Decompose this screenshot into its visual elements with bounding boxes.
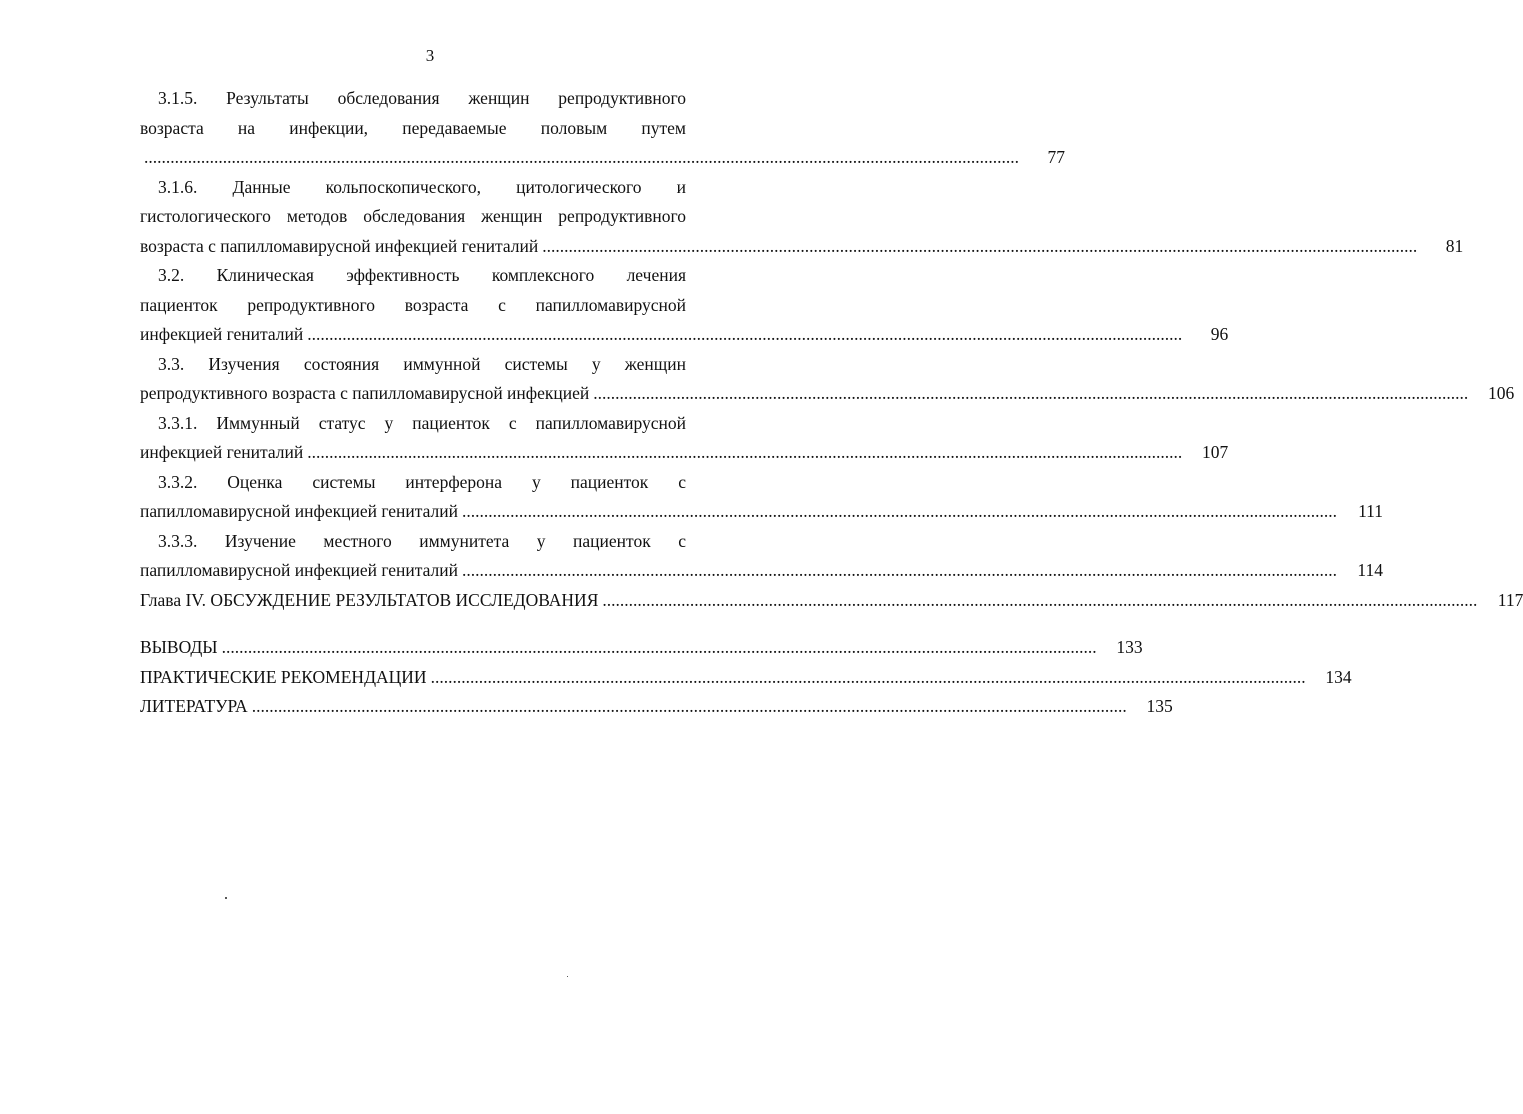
dot-leader: ........................................................................................................................................................................................................: [462, 560, 1338, 580]
dot-leader: ........................................................................................................................................................................................................: [430, 666, 1306, 687]
toc-entry-leader-line: [140, 497, 1384, 527]
toc-entry-leader-line: [140, 320, 1229, 350]
toc-entry-line: возраста на инфекции, передаваемые половым путем: [140, 117, 686, 138]
toc-page-number: 106: [1488, 383, 1515, 403]
toc-entry-leader-line: [140, 438, 1229, 468]
toc-entry-line: 3.1.5. Результаты обследования женщин репродуктивного: [158, 88, 686, 108]
toc-entry-line: 3.1.6. Данные кольпоскопического, цитологического и: [158, 176, 686, 197]
toc-page-number: 96: [1210, 324, 1229, 344]
dot-leader: ........................................................................................................................................................................................................: [144, 147, 1019, 167]
toc-entry-leader-line: [140, 692, 1173, 722]
toc-entry-3-3-1: [140, 409, 1229, 468]
toc-entry-line: 3.3.2. Оценка системы интерферона у пациенток с: [158, 471, 686, 492]
toc-entry-line: 3.3.3. Изучение местного иммунитета у пациенток с: [158, 530, 686, 551]
toc-entry-3-3-2: [140, 468, 1384, 527]
toc-page-number: 114: [1357, 560, 1384, 580]
toc-entry-leader-line: [140, 379, 1515, 409]
toc-entry-leader-line: [140, 633, 1143, 663]
toc-entry-3-1-5: [140, 84, 1065, 173]
toc-page-number: 111: [1358, 501, 1384, 521]
dot-leader: ........................................................................................................................................................................................................: [593, 383, 1469, 403]
toc-entry-text: Глава IV. ОБСУЖДЕНИЕ РЕЗУЛЬТАТОВ ИССЛЕДОВАНИЯ: [140, 589, 599, 610]
toc-entry-3-3-3: [140, 527, 1384, 586]
toc-page-number: 135: [1146, 696, 1173, 716]
toc-entry-chapter-4: [140, 586, 1523, 616]
toc-entry-3-2: [140, 261, 1229, 350]
toc-page-number: 117: [1497, 589, 1523, 610]
toc-page-number: 134: [1325, 666, 1352, 687]
toc-page-number: 77: [1047, 147, 1065, 167]
dot-leader: ........................................................................................................................................................................................................: [307, 442, 1183, 462]
toc-entry-references: [140, 692, 1173, 722]
toc-entry-line: 3.3.1. Иммунный статус у пациенток с папилломавирусной: [158, 412, 686, 433]
toc-page-number: 81: [1445, 235, 1464, 256]
dot-leader: ........................................................................................................................................................................................................: [221, 637, 1097, 657]
dot-leader: ........................................................................................................................................................................................................: [542, 235, 1418, 256]
toc-page-number: 107: [1202, 442, 1229, 462]
toc-entry-text: папилломавирусной инфекцией гениталий: [140, 501, 459, 521]
toc-entry-leader-line: [140, 143, 1065, 173]
toc-entry-recommendations: [140, 663, 1352, 693]
toc-entry-line: 3.3. Изучения состояния иммунной системы у женщин: [158, 353, 686, 374]
toc-entry-text: инфекцией гениталий: [140, 442, 304, 462]
dot-leader: ........................................................................................................................................................................................................: [251, 696, 1127, 716]
scan-speck: [567, 976, 568, 977]
toc-entry-text: возраста с папилломавирусной инфекцией гениталий: [140, 235, 539, 256]
toc-entry-line: 3.2. Клиническая эффективность комплексного лечения: [158, 265, 686, 285]
toc-entry-text: ЛИТЕРАТУРА: [140, 696, 248, 716]
toc-entry-text: ПРАКТИЧЕСКИЕ РЕКОМЕНДАЦИИ: [140, 666, 427, 687]
toc-entry-leader-line: [140, 663, 1352, 693]
dot-leader: ........................................................................................................................................................................................................: [462, 501, 1338, 521]
toc-entry-line: пациенток репродуктивного возраста с папилломавирусной: [140, 294, 686, 315]
toc-entry-text: папилломавирусной инфекцией гениталий: [140, 560, 459, 580]
dot-leader: ........................................................................................................................................................................................................: [602, 589, 1478, 610]
page-number: 3: [425, 46, 435, 65]
scan-speck: [225, 897, 227, 899]
toc-entry-3-1-6: [140, 173, 1464, 262]
toc-entry-3-3: [140, 350, 1515, 409]
toc-entry-leader-line: [140, 586, 1523, 616]
table-of-contents: [140, 84, 1523, 722]
toc-entry-text: репродуктивного возраста с папилломавирусной инфекцией: [140, 383, 590, 403]
toc-entry-leader-line: [140, 232, 1464, 262]
toc-entry-text: инфекцией гениталий: [140, 324, 304, 344]
dot-leader: ........................................................................................................................................................................................................: [307, 324, 1183, 344]
toc-entry-line: гистологического методов обследования женщин репродуктивного: [140, 206, 686, 226]
toc-entry-conclusions: [140, 633, 1143, 663]
toc-entry-leader-line: [140, 556, 1384, 586]
toc-entry-text: ВЫВОДЫ: [140, 637, 218, 657]
toc-page-number: 133: [1116, 637, 1143, 657]
section-gap: [140, 615, 740, 633]
